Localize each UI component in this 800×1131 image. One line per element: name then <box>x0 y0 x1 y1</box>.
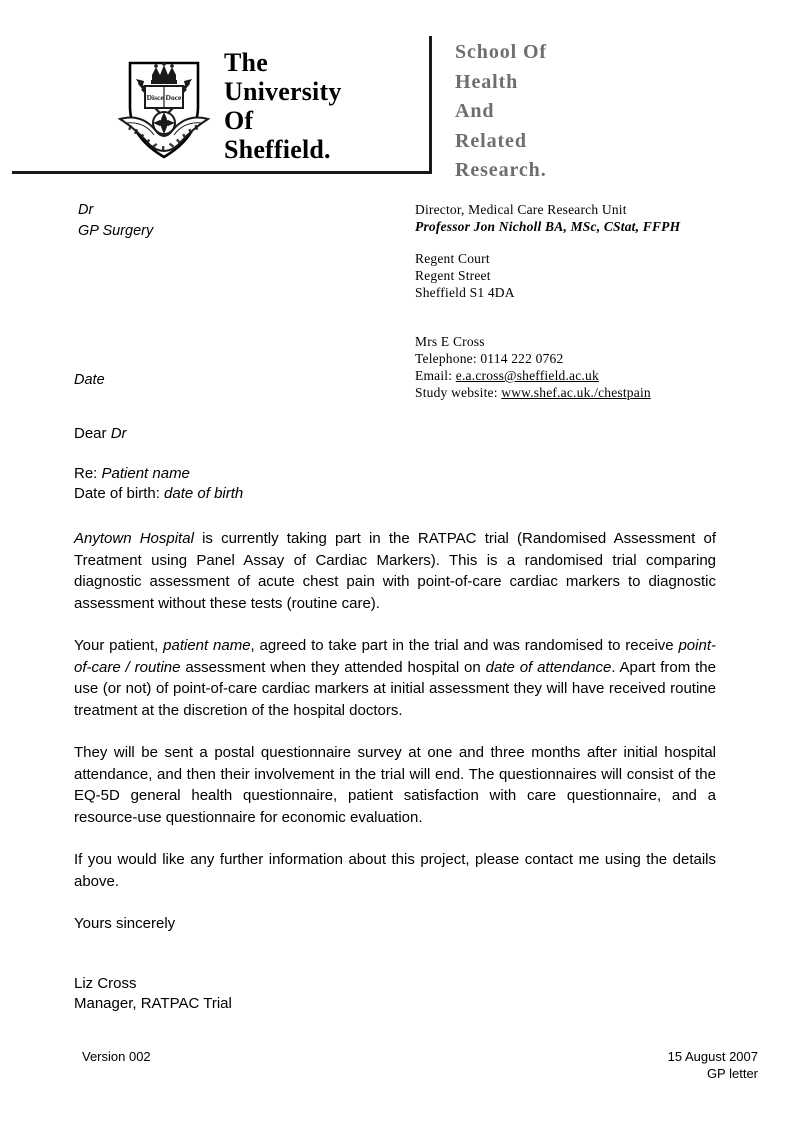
paragraph-trial-overview <box>74 528 716 614</box>
paragraph-patient-randomisation <box>74 635 716 721</box>
school-name-heading <box>455 38 755 186</box>
subject-line <box>74 464 716 484</box>
recipient-address-block <box>78 200 378 242</box>
salutation-prefix: Dear <box>74 425 111 442</box>
footer-version: Version 002 <box>82 1049 151 1064</box>
university-crest-icon <box>112 45 216 167</box>
sender-address-block <box>415 250 775 301</box>
p2-part-1: Your patient, <box>74 637 164 654</box>
closing-line: Yours sincerely <box>74 915 176 932</box>
telephone-label: Telephone: <box>415 351 477 366</box>
website-label: Study website: <box>415 385 498 400</box>
hospital-name-placeholder: Anytown Hospital <box>74 530 194 547</box>
school-name-line-1: School Of <box>455 41 547 63</box>
paragraph-further-information: If you would like any further information about this project, please contact me using the details above. <box>74 851 716 890</box>
crest-motto-text: Disce Doce <box>146 93 182 102</box>
university-wordmark-line-2: University <box>224 77 342 106</box>
salutation <box>74 424 716 444</box>
sender-director-block <box>415 201 775 235</box>
sender-contact-name: Mrs E Cross <box>415 334 485 349</box>
p2-part-5: assessment when they attended hospital on <box>180 658 486 676</box>
paragraph-questionnaires: They will be sent a postal questionnaire survey at one and three months after initial hospital attendance, and then their involvement in the trial will end. The questionnaires will consist of the EQ-5D general health questionnaire, patient satisfaction with care questionnaire, and a resource-use questionnaire for economic evaluation. <box>74 744 716 826</box>
sender-address-line-3: Sheffield S1 4DA <box>415 285 515 300</box>
date-of-birth-line <box>74 484 716 504</box>
signer-title: Manager, RATPAC Trial <box>74 995 232 1012</box>
letter-date-placeholder: Date <box>74 372 105 388</box>
school-name-line-2: Health <box>455 70 519 93</box>
recipient-practice-placeholder: GP Surgery <box>78 223 154 239</box>
p2-part-7: . Apart from the use (or not) of point-of-care cardiac markers at initial assessment they will have received routine treatment at the discretion of the hospital doctors. <box>74 658 716 719</box>
footer-right-block <box>668 1048 758 1082</box>
recipient-title-placeholder: Dr <box>78 202 94 218</box>
salutation-placeholder: Dr <box>110 425 127 442</box>
sender-website-row <box>415 384 775 401</box>
sender-director-title: Director, Medical Care Research Unit <box>415 202 627 217</box>
subject-block <box>74 464 716 504</box>
date-of-birth-label: Date of birth: <box>74 485 165 502</box>
p2-part-3: , agreed to take part in the trial and was randomised to receive <box>250 637 679 654</box>
study-website-link[interactable]: www.shef.ac.uk./chestpain <box>501 385 651 400</box>
letter-body <box>74 424 716 934</box>
subject-placeholder: Patient name <box>101 465 190 482</box>
sender-address-line-1: Regent Court <box>415 251 490 266</box>
email-label: Email: <box>415 368 453 383</box>
university-wordmark-line-1: The <box>224 48 268 77</box>
letterhead <box>0 0 800 190</box>
sender-address-line-2: Regent Street <box>415 268 491 283</box>
signature-block <box>74 974 232 1014</box>
allocation-placeholder: point-of-care / routine <box>74 637 716 676</box>
date-of-birth-placeholder: date of birth <box>164 485 244 502</box>
sender-telephone-row <box>415 350 775 367</box>
sender-director-name: Professor Jon Nicholl BA, MSc, CStat, FFPH <box>415 219 681 234</box>
signer-name: Liz Cross <box>74 975 137 992</box>
footer-document-type: GP letter <box>706 1066 758 1081</box>
patient-name-placeholder: patient name <box>163 637 251 654</box>
university-wordmark-line-3: Of <box>224 106 254 135</box>
telephone-value: 0114 222 0762 <box>480 351 564 366</box>
subject-label: Re: <box>74 465 102 482</box>
school-name-line-4: Related <box>455 129 527 152</box>
university-wordmark-line-4: Sheffield. <box>224 135 331 164</box>
university-wordmark <box>224 48 424 164</box>
school-name-line-5: Research. <box>455 159 547 181</box>
sender-email-row <box>415 367 775 384</box>
sender-contact-block <box>415 333 775 401</box>
attendance-date-placeholder: date of attendance <box>485 658 612 676</box>
paragraph-trial-overview-text: is currently taking part in the RATPAC trial (Randomised Assessment of Treatment using Panel Assay of Cardiac Markers). This is a randomised trial comparing diagnostic assessment of acute chest pain with point-of-care cardiac markers to diagnostic assessment without these tests (routine care). <box>74 530 716 612</box>
letterhead-horizontal-rule <box>12 171 432 174</box>
footer-date: 15 August 2007 <box>667 1049 758 1064</box>
school-name-line-3: And <box>455 100 495 122</box>
email-link[interactable]: e.a.cross@sheffield.ac.uk <box>455 368 599 383</box>
letterhead-vertical-rule <box>429 36 432 174</box>
